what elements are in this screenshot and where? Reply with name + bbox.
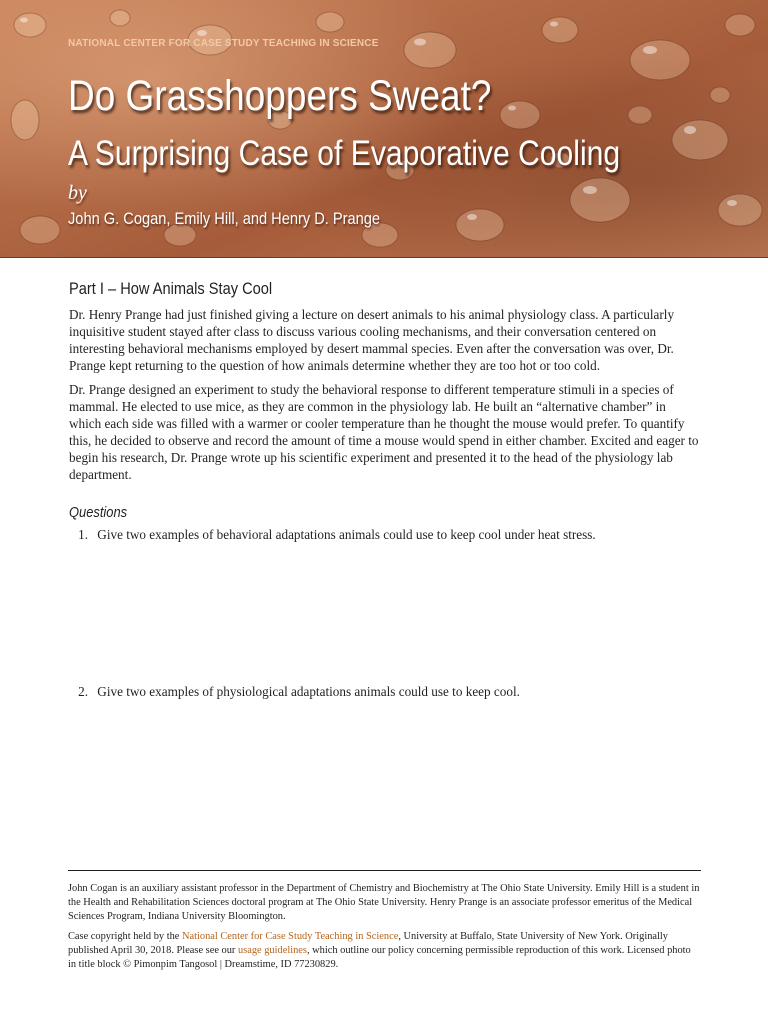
case-title: Do Grasshoppers Sweat? xyxy=(68,72,492,120)
case-subtitle: A Surprising Case of Evaporative Cooling xyxy=(68,134,621,173)
paragraph: Dr. Prange designed an experiment to study the behavioral response to different temperature stimuli in a species of mammal. He elected to use mice, as they are common in the physiology lab. He built an “alternative chamber” in which each side was filled with a warmer or cooler temperature than he thought the mouse would prefer. To quantify this, he decided to observe and record the amount of time a mouse would spend in either chamber. Excited and eager to begin his research, Dr. Prange wrote up his scientific experiment and presented it to the head of the physiology lab department. xyxy=(69,382,699,482)
publisher-name: NATIONAL CENTER FOR CASE STUDY TEACHING IN SCIENCE xyxy=(68,38,379,49)
author-bio: John Cogan is an auxiliary assistant professor in the Department of Chemistry and Biochemistry at The Ohio State University. Emily Hill is a student in the Health and Rehabilitation Sciences doctoral program at The Ohio State University. Henry Prange is an associate professor emeritus of the Medical Sciences Program, Indiana University Bloomington. xyxy=(68,883,700,922)
usage-guidelines-link[interactable]: usage guidelines xyxy=(237,944,307,956)
question-item xyxy=(69,526,701,543)
title-banner xyxy=(0,0,768,258)
copyright-notice xyxy=(68,930,701,972)
part-heading: Part I – How Animals Stay Cool xyxy=(69,279,273,298)
footer xyxy=(68,882,701,971)
paragraph: Dr. Henry Prange had just finished giving a lecture on desert animals to his animal physiology class. A particularly inquisitive student stayed after class to discuss various cooling mechanisms, and their conversation centered on interesting behavioral mechanisms employed by desert mammal species. Even after the conversation was over, Dr. Prange kept returning to the question of how animals determine whether they are too hot or too cold. xyxy=(69,307,675,373)
question-text: Give two examples of behavioral adaptations animals could use to keep cool under heat stress. xyxy=(97,527,596,542)
nccstis-link[interactable]: National Center for Case Study Teaching in Science xyxy=(181,930,399,942)
author-list: John G. Cogan, Emily Hill, and Henry D. Prange xyxy=(68,209,381,228)
question-text: Give two examples of physiological adaptations animals could use to keep cool. xyxy=(97,684,520,699)
byline-label: by xyxy=(68,182,87,204)
copyright-middle: , University at Buffalo, State University of New York. Originally published April 30, 2018. Please see our xyxy=(68,930,668,956)
part-one-section xyxy=(69,278,701,523)
footer-divider xyxy=(68,870,701,871)
question-number: 2. xyxy=(78,684,88,699)
copyright-suffix: , which outline our policy concerning permissible reproduction of this work. Licensed photo in title block © Pimonpim Tangosol | Dreamstime, ID 77230829. xyxy=(68,944,691,970)
question-item xyxy=(69,683,701,700)
questions-heading: Questions xyxy=(69,504,128,521)
question-number: 1. xyxy=(78,527,88,542)
copyright-prefix: Case copyright held by the xyxy=(68,930,182,942)
